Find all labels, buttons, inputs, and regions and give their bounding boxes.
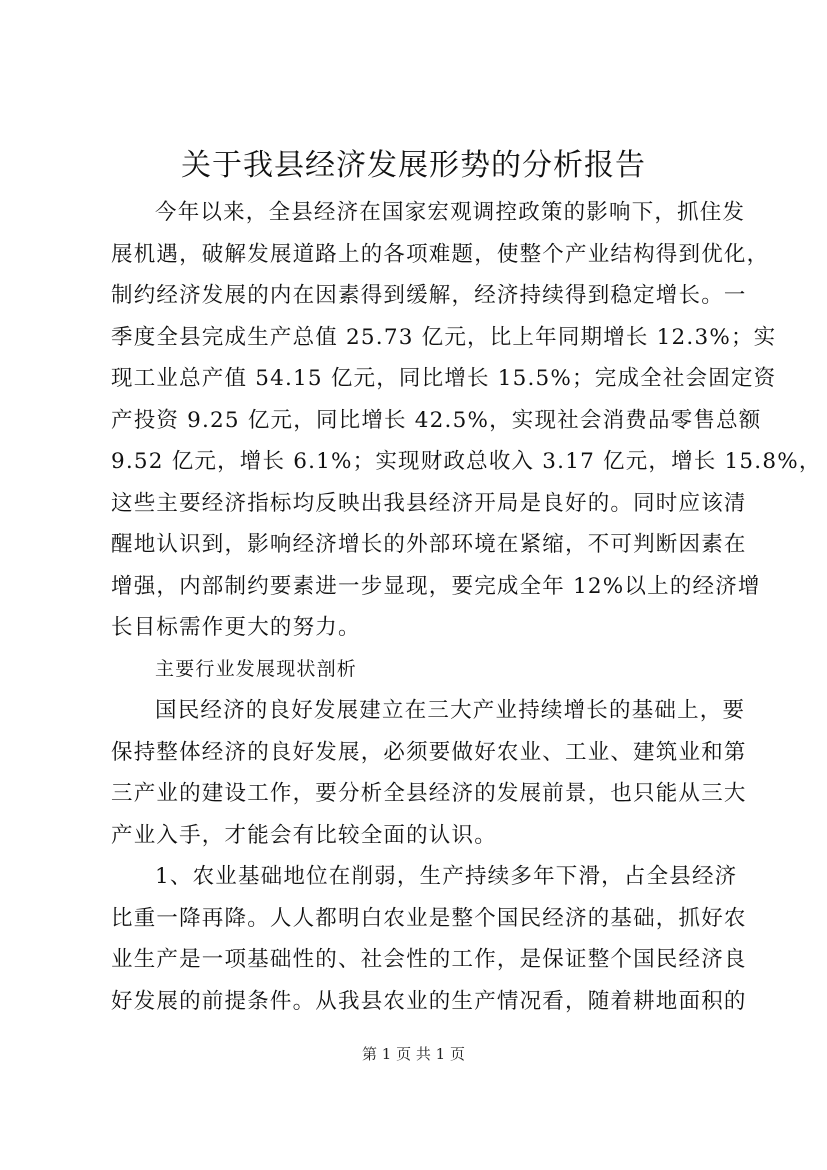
section-heading: 主要行业发展现状剖析: [155, 657, 358, 680]
text-line: 比重一降再降。人人都明白农业是整个国民经济的基础，抓好农: [111, 905, 747, 931]
text-line: 9.52 亿元，增长 6.1%；实现财政总收入 3.17 亿元，增长 15.8%，: [111, 449, 822, 474]
text-line: 季度全县完成生产总值 25.73 亿元，比上年同期增长 12.3%；实: [111, 324, 777, 350]
text-line: 现工业总产值 54.15 亿元，同比增长 15.5%；完成全社会固定资: [111, 366, 777, 391]
text-line: 1、农业基础地位在削弱，生产持续多年下滑，占全县经济: [155, 864, 738, 889]
text-line: 这些主要经济指标均反映出我县经济开局是良好的。同时应该清: [111, 490, 747, 516]
text-line: 今年以来，全县经济在国家宏观调控政策的影响下，抓住发: [155, 200, 746, 225]
document-body: [111, 192, 822, 1022]
text-line: 增强，内部制约要素进一步显现，要完成全年 12%以上的经济增: [111, 573, 761, 599]
text-line: 保持整体经济的良好发展，必须要做好农业、工业、建筑业和第: [111, 739, 747, 765]
text-line: 产投资 9.25 亿元，同比增长 42.5%，实现社会消费品零售总额: [111, 407, 762, 433]
text-line: 好发展的前提条件。从我县农业的生产情况看，随着耕地面积的: [111, 988, 747, 1014]
text-line: 展机遇，破解发展道路上的各项难题，使整个产业结构得到优化，: [111, 241, 770, 267]
text-line: 醒地认识到，影响经济增长的外部环境在紧缩，不可判断因素在: [111, 532, 747, 557]
text-line: 长目标需作更大的努力。: [111, 615, 361, 640]
document-title: 关于我县经济发展形势的分析报告: [181, 148, 646, 183]
text-line: 制约经济发展的内在因素得到缓解，经济持续得到稳定增长。一: [111, 283, 747, 308]
page-number-footer: 第 1 页 共 1 页: [362, 1045, 465, 1063]
text-line: 国民经济的良好发展建立在三大产业持续增长的基础上，要: [155, 698, 746, 723]
text-line: 三产业的建设工作，要分析全县经济的发展前景，也只能从三大: [111, 781, 747, 806]
text-line: 业生产是一项基础性的、社会性的工作，是保证整个国民经济良: [111, 947, 747, 972]
text-line: 产业入手，才能会有比较全面的认识。: [111, 822, 497, 848]
